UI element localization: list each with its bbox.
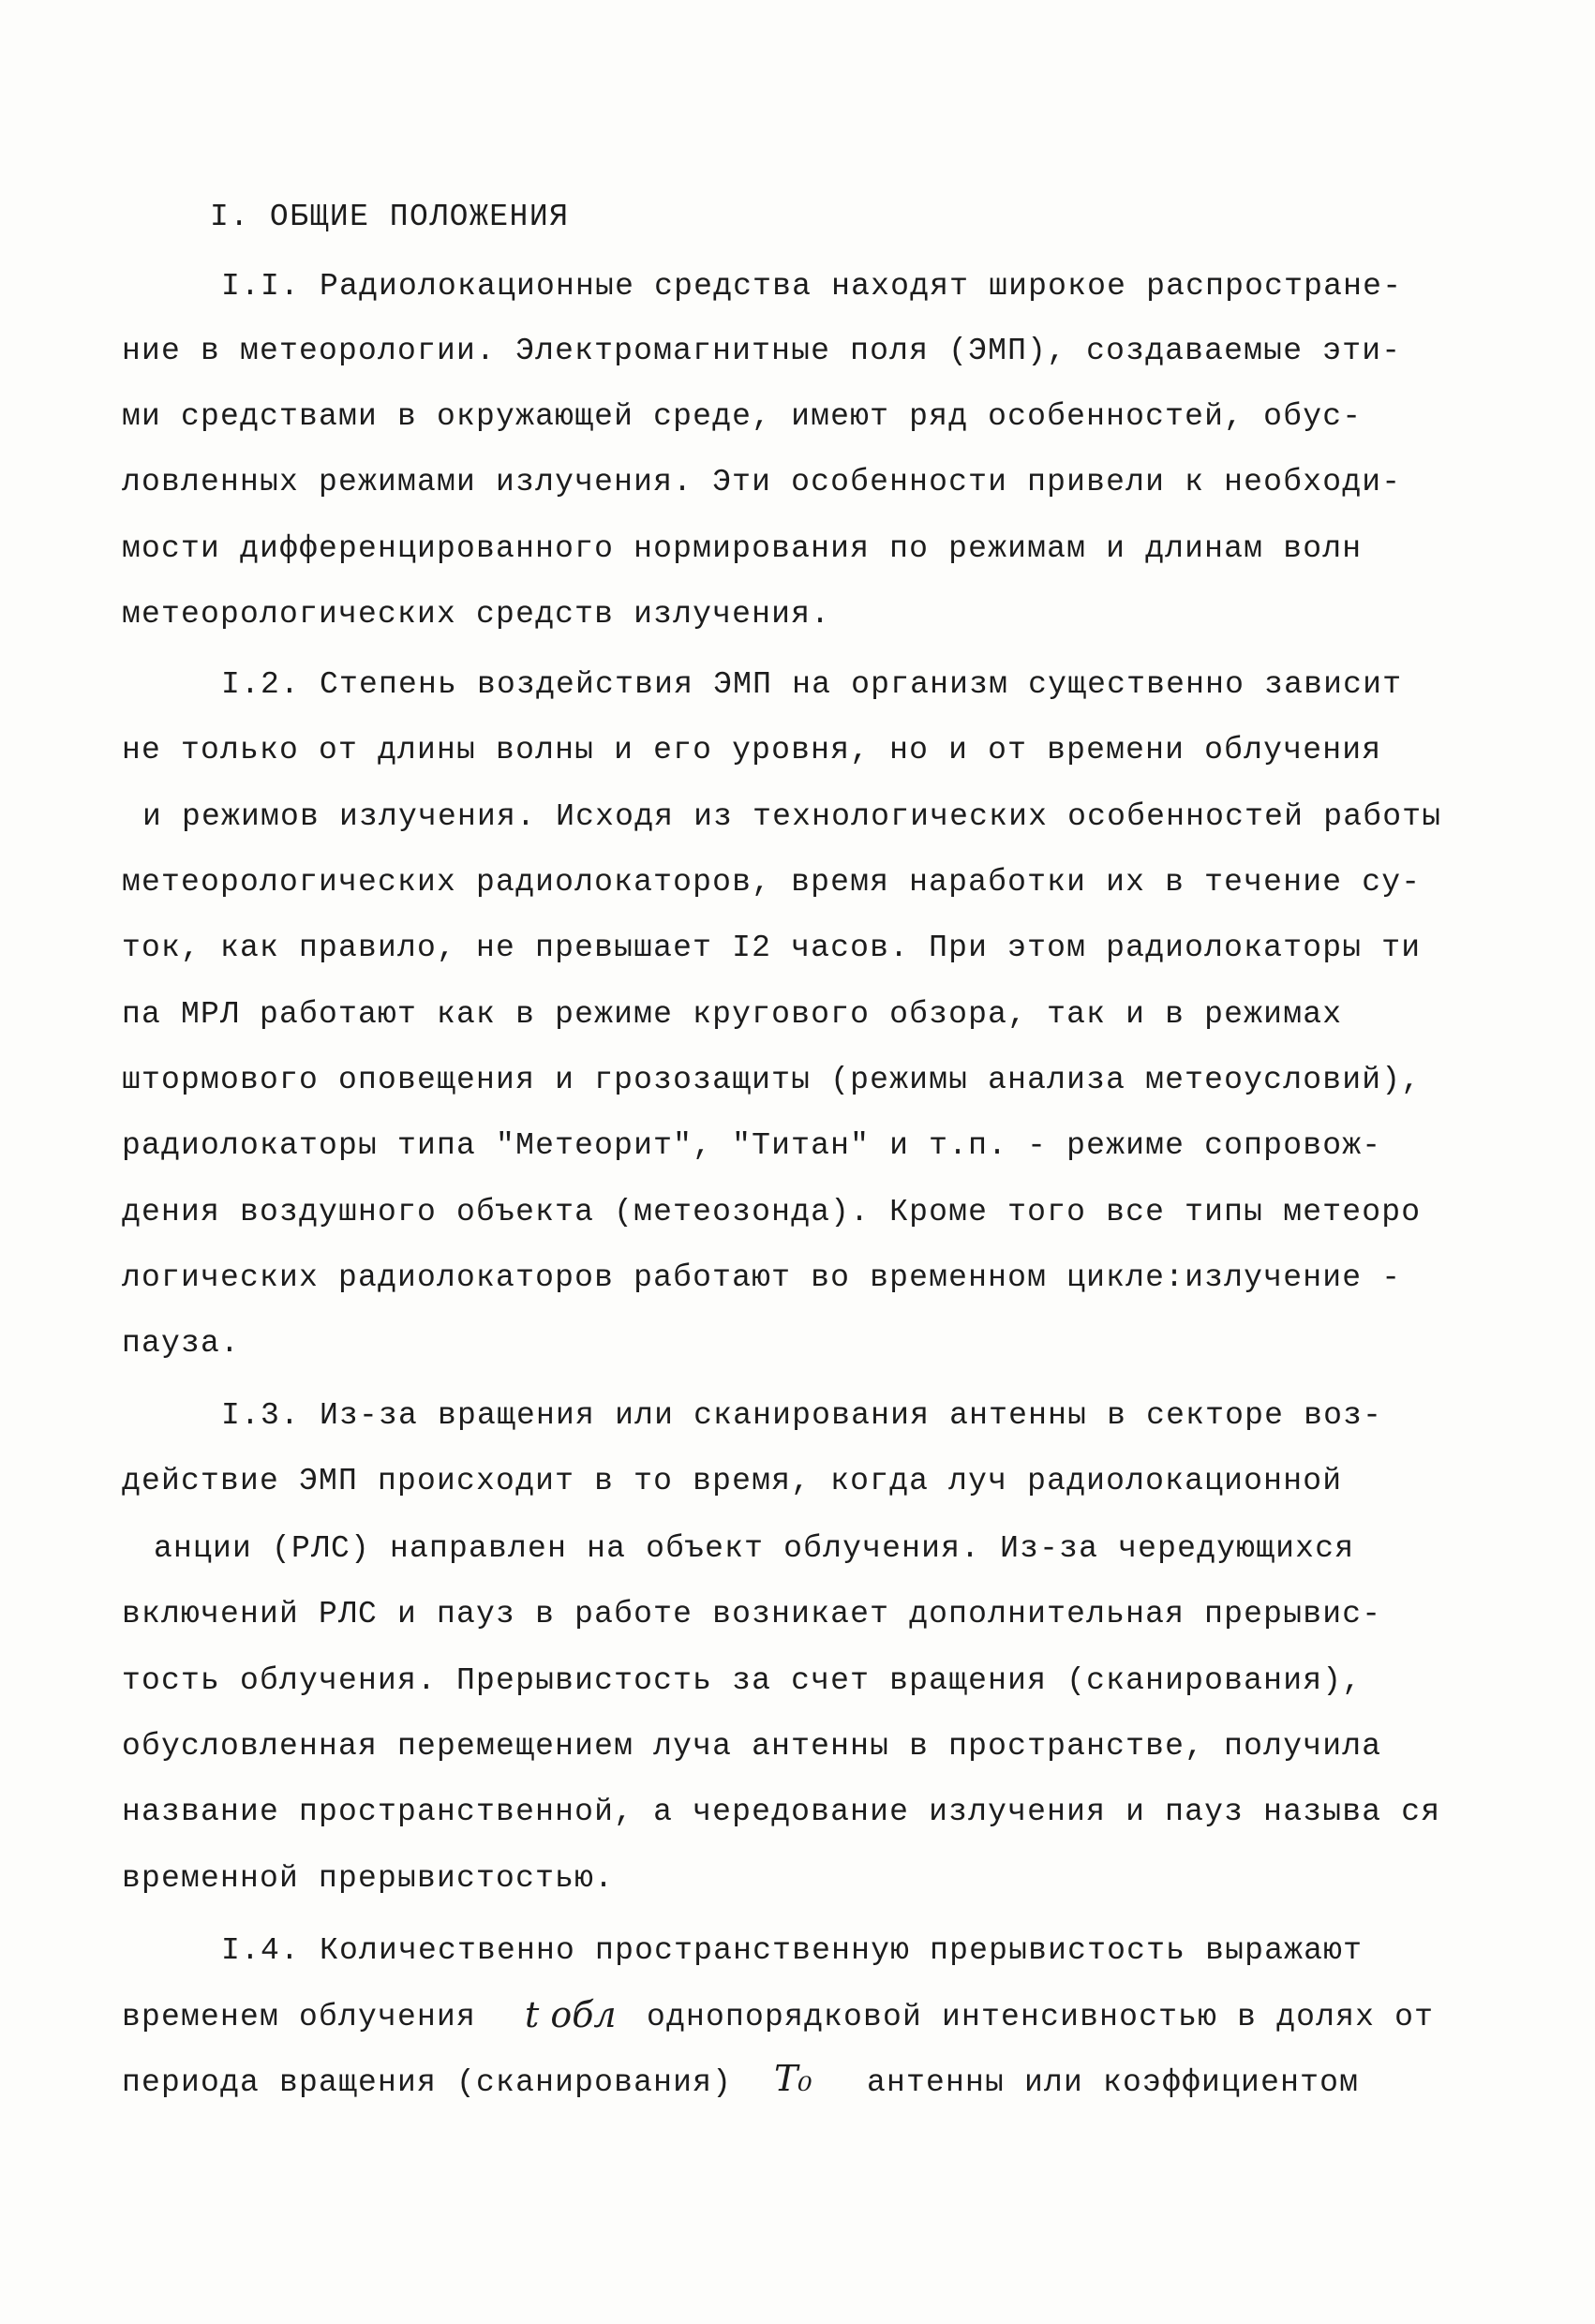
text-line-27b: однопорядковой интенсивностью в долях от — [647, 2000, 1435, 2034]
text-line-23: обусловленная перемещением луча антенны в пространстве, получила — [122, 1729, 1382, 1764]
text-line-11: ток, как правило, не превышает I2 часов. При этом радиолокаторы ти — [122, 931, 1422, 965]
text-line-22: тость облучения. Прерывистость за счет вращения (сканирования), — [122, 1663, 1363, 1698]
symbol-t0: T₀ — [774, 2058, 812, 2099]
text-line-15: дения воздушного объекта (метеозонда). Кроме того все типы метеоро — [122, 1195, 1422, 1229]
text-line-13: штормового оповещения и грозозащиты (режимы анализа метеоусловий), — [122, 1063, 1422, 1097]
text-line-24: название пространственной, а чередование излучения и пауз называ ся — [122, 1795, 1441, 1829]
text-line-28a: периода вращения (сканирования) — [122, 2065, 733, 2100]
text-line-5: мости дифференцированного нормирования по режимам и длинам волн — [122, 531, 1363, 566]
text-line-28b: антенны или коэффициентом — [867, 2065, 1360, 2100]
text-line-27a: временем облучения — [122, 2000, 477, 2034]
text-line-26: I.4. Количественно пространственную прерывистость выражают — [221, 1933, 1364, 1968]
text-line-1: I.I. Радиолокационные средства находят широкое распростране- — [221, 269, 1403, 304]
text-line-17: пауза. — [122, 1326, 241, 1361]
text-line-25: временной прерывистостью. — [122, 1861, 615, 1896]
text-line-20: анции (РЛС) направлен на объект облучения. Из-за чередующихся — [154, 1531, 1355, 1566]
text-line-4: ловленных режимами излучения. Эти особенности привели к необходи- — [122, 465, 1402, 499]
section-heading: I. ОБЩИЕ ПОЛОЖЕНИЯ — [210, 200, 570, 234]
text-line-2: ние в метеорологии. Электромагнитные поля (ЭМП), создаваемые эти- — [122, 334, 1402, 368]
text-line-21: включений РЛС и пауз в работе возникает дополнительная прерывис- — [122, 1597, 1382, 1631]
text-line-14: радиолокаторы типа "Метеорит", "Титан" и т.п. - режиме сопровож- — [122, 1128, 1382, 1163]
text-line-3: ми средствами в окружающей среде, имеют ряд особенностей, обус- — [122, 399, 1363, 434]
text-line-12: па МРЛ работают как в режиме кругового обзора, так и в режимах — [122, 997, 1343, 1032]
text-line-8: не только от длины волны и его уровня, но и от времени облучения — [122, 733, 1382, 767]
text-line-10: метеорологических радиолокаторов, время наработки их в течение су- — [122, 865, 1422, 900]
text-line-9: и режимов излучения. Исходя из технологических особенностей работы — [142, 799, 1442, 834]
text-line-6: метеорологических средств излучения. — [122, 597, 831, 632]
text-line-16: логических радиолокаторов работают во временном цикле:излучение - — [122, 1260, 1402, 1295]
text-line-7: I.2. Степень воздействия ЭМП на организм существенно зависит — [221, 667, 1403, 702]
text-line-18: I.3. Из-за вращения или сканирования антенны в секторе воз- — [221, 1398, 1383, 1433]
text-line-19: действие ЭМП происходит в то время, когда луч радиолокационной — [122, 1464, 1343, 1498]
symbol-t-obl: t обл — [525, 1994, 617, 2035]
